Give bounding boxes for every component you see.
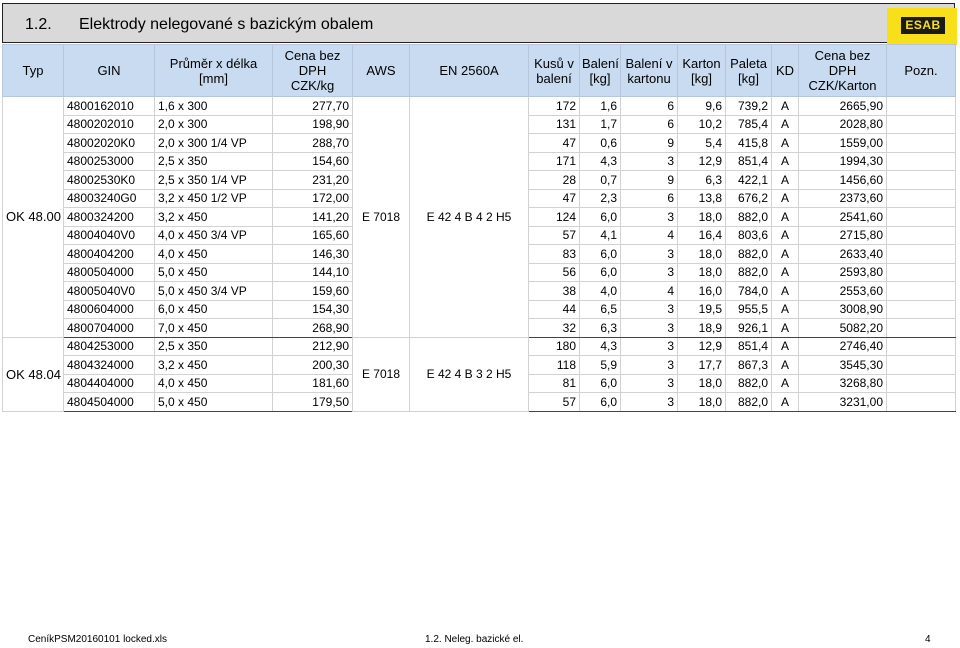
header-row bbox=[3, 45, 956, 97]
col-gin: GIN bbox=[64, 45, 155, 97]
en-cell: E 42 4 B 4 2 H5 bbox=[410, 97, 529, 338]
pcs-cell: 172 bbox=[529, 97, 580, 116]
pallet-cell: 784,0 bbox=[726, 282, 772, 301]
pack-cell: 4,3 bbox=[580, 337, 621, 356]
size-cell: 2,5 x 350 bbox=[155, 152, 273, 171]
col-price: Cena bez DPH CZK/kg bbox=[273, 45, 353, 97]
size-cell: 3,2 x 450 1/2 VP bbox=[155, 189, 273, 208]
kd-cell: A bbox=[772, 319, 799, 338]
col-aws: AWS bbox=[353, 45, 410, 97]
note-cell bbox=[887, 393, 956, 412]
carton-cell: 18,0 bbox=[678, 374, 726, 393]
note-cell bbox=[887, 263, 956, 282]
pack-cell: 6,0 bbox=[580, 263, 621, 282]
footer-sheet: 1.2. Neleg. bazické el. bbox=[425, 634, 524, 645]
footer-page: 4 bbox=[925, 634, 931, 645]
carton-cell: 10,2 bbox=[678, 115, 726, 134]
pack-cell: 0,7 bbox=[580, 171, 621, 190]
price-cell: 154,60 bbox=[273, 152, 353, 171]
carton-price-cell: 2373,60 bbox=[799, 189, 887, 208]
carton-cell: 19,5 bbox=[678, 300, 726, 319]
price-cell: 198,90 bbox=[273, 115, 353, 134]
gin-cell: 4800202010 bbox=[64, 115, 155, 134]
pallet-cell: 926,1 bbox=[726, 319, 772, 338]
pcs-cell: 44 bbox=[529, 300, 580, 319]
ppc-cell: 6 bbox=[621, 115, 678, 134]
kd-cell: A bbox=[772, 226, 799, 245]
gin-cell: 4804504000 bbox=[64, 393, 155, 412]
carton-price-cell: 3545,30 bbox=[799, 356, 887, 375]
carton-cell: 16,4 bbox=[678, 226, 726, 245]
carton-price-cell: 3008,90 bbox=[799, 300, 887, 319]
pack-cell: 6,3 bbox=[580, 319, 621, 338]
carton-price-cell: 3231,00 bbox=[799, 393, 887, 412]
gin-cell: 4800162010 bbox=[64, 97, 155, 116]
pallet-cell: 882,0 bbox=[726, 374, 772, 393]
note-cell bbox=[887, 374, 956, 393]
carton-price-cell: 2541,60 bbox=[799, 208, 887, 227]
pcs-cell: 47 bbox=[529, 189, 580, 208]
pack-cell: 0,6 bbox=[580, 134, 621, 153]
price-cell: 179,50 bbox=[273, 393, 353, 412]
size-cell: 5,0 x 450 bbox=[155, 393, 273, 412]
ppc-cell: 3 bbox=[621, 300, 678, 319]
pack-cell: 4,0 bbox=[580, 282, 621, 301]
pack-cell: 1,6 bbox=[580, 97, 621, 116]
col-kd: KD bbox=[772, 45, 799, 97]
carton-cell: 13,8 bbox=[678, 189, 726, 208]
ppc-cell: 3 bbox=[621, 356, 678, 375]
ppc-cell: 3 bbox=[621, 374, 678, 393]
aws-cell: E 7018 bbox=[353, 337, 410, 411]
pallet-cell: 867,3 bbox=[726, 356, 772, 375]
carton-cell: 16,0 bbox=[678, 282, 726, 301]
note-cell bbox=[887, 134, 956, 153]
en-cell: E 42 4 B 3 2 H5 bbox=[410, 337, 529, 411]
price-table bbox=[2, 44, 956, 412]
carton-price-cell: 2553,60 bbox=[799, 282, 887, 301]
note-cell bbox=[887, 208, 956, 227]
pcs-cell: 81 bbox=[529, 374, 580, 393]
aws-cell: E 7018 bbox=[353, 97, 410, 338]
table-body bbox=[3, 97, 956, 412]
pcs-cell: 28 bbox=[529, 171, 580, 190]
size-cell: 5,0 x 450 bbox=[155, 263, 273, 282]
ppc-cell: 3 bbox=[621, 208, 678, 227]
note-cell bbox=[887, 356, 956, 375]
carton-cell: 17,7 bbox=[678, 356, 726, 375]
pack-cell: 1,7 bbox=[580, 115, 621, 134]
footer-file: CeníkPSM20160101 locked.xls bbox=[28, 634, 167, 645]
carton-cell: 18,0 bbox=[678, 263, 726, 282]
gin-cell: 4800504000 bbox=[64, 263, 155, 282]
size-cell: 2,0 x 300 bbox=[155, 115, 273, 134]
pcs-cell: 38 bbox=[529, 282, 580, 301]
pack-cell: 6,0 bbox=[580, 374, 621, 393]
size-cell: 3,2 x 450 bbox=[155, 356, 273, 375]
size-cell: 4,0 x 450 bbox=[155, 374, 273, 393]
pcs-cell: 57 bbox=[529, 226, 580, 245]
kd-cell: A bbox=[772, 337, 799, 356]
type-cell: OK 48.04 bbox=[3, 337, 64, 411]
pcs-cell: 56 bbox=[529, 263, 580, 282]
carton-price-cell: 1994,30 bbox=[799, 152, 887, 171]
pack-cell: 6,0 bbox=[580, 393, 621, 412]
col-pack: Balení [kg] bbox=[580, 45, 621, 97]
ppc-cell: 3 bbox=[621, 152, 678, 171]
note-cell bbox=[887, 300, 956, 319]
section-number: 1.2. bbox=[25, 16, 52, 33]
note-cell bbox=[887, 319, 956, 338]
size-cell: 5,0 x 450 3/4 VP bbox=[155, 282, 273, 301]
size-cell: 6,0 x 450 bbox=[155, 300, 273, 319]
size-cell: 2,5 x 350 1/4 VP bbox=[155, 171, 273, 190]
note-cell bbox=[887, 226, 956, 245]
pack-cell: 6,5 bbox=[580, 300, 621, 319]
carton-cell: 5,4 bbox=[678, 134, 726, 153]
col-pcs: Kusů v balení bbox=[529, 45, 580, 97]
gin-cell: 48005040V0 bbox=[64, 282, 155, 301]
carton-cell: 9,6 bbox=[678, 97, 726, 116]
carton-price-cell: 5082,20 bbox=[799, 319, 887, 338]
section-title: Elektrody nelegované s bazickým obalem bbox=[79, 16, 374, 33]
note-cell bbox=[887, 97, 956, 116]
carton-price-cell: 1559,00 bbox=[799, 134, 887, 153]
esab-logo-text: ESAB bbox=[901, 17, 945, 34]
ppc-cell: 3 bbox=[621, 319, 678, 338]
pallet-cell: 882,0 bbox=[726, 245, 772, 264]
ppc-cell: 3 bbox=[621, 393, 678, 412]
gin-cell: 4800704000 bbox=[64, 319, 155, 338]
gin-cell: 4804324000 bbox=[64, 356, 155, 375]
size-cell: 1,6 x 300 bbox=[155, 97, 273, 116]
carton-price-cell: 2665,90 bbox=[799, 97, 887, 116]
col-carton-price: Cena bez DPH CZK/Karton bbox=[799, 45, 887, 97]
col-pallet: Paleta [kg] bbox=[726, 45, 772, 97]
price-cell: 165,60 bbox=[273, 226, 353, 245]
pallet-cell: 415,8 bbox=[726, 134, 772, 153]
price-cell: 288,70 bbox=[273, 134, 353, 153]
pcs-cell: 83 bbox=[529, 245, 580, 264]
kd-cell: A bbox=[772, 134, 799, 153]
pallet-cell: 882,0 bbox=[726, 208, 772, 227]
price-cell: 159,60 bbox=[273, 282, 353, 301]
ppc-cell: 3 bbox=[621, 263, 678, 282]
carton-price-cell: 2593,80 bbox=[799, 263, 887, 282]
price-cell: 277,70 bbox=[273, 97, 353, 116]
ppc-cell: 9 bbox=[621, 134, 678, 153]
size-cell: 7,0 x 450 bbox=[155, 319, 273, 338]
pallet-cell: 803,6 bbox=[726, 226, 772, 245]
size-cell: 2,0 x 300 1/4 VP bbox=[155, 134, 273, 153]
kd-cell: A bbox=[772, 356, 799, 375]
size-cell: 4,0 x 450 3/4 VP bbox=[155, 226, 273, 245]
carton-price-cell: 2633,40 bbox=[799, 245, 887, 264]
table-row bbox=[3, 97, 956, 116]
pallet-cell: 739,2 bbox=[726, 97, 772, 116]
kd-cell: A bbox=[772, 97, 799, 116]
carton-price-cell: 2028,80 bbox=[799, 115, 887, 134]
pcs-cell: 180 bbox=[529, 337, 580, 356]
kd-cell: A bbox=[772, 393, 799, 412]
kd-cell: A bbox=[772, 208, 799, 227]
price-cell: 154,30 bbox=[273, 300, 353, 319]
pack-cell: 6,0 bbox=[580, 208, 621, 227]
pcs-cell: 47 bbox=[529, 134, 580, 153]
note-cell bbox=[887, 245, 956, 264]
carton-cell: 12,9 bbox=[678, 337, 726, 356]
col-carton: Karton [kg] bbox=[678, 45, 726, 97]
price-cell: 172,00 bbox=[273, 189, 353, 208]
carton-cell: 18,0 bbox=[678, 208, 726, 227]
price-cell: 146,30 bbox=[273, 245, 353, 264]
ppc-cell: 3 bbox=[621, 337, 678, 356]
pcs-cell: 118 bbox=[529, 356, 580, 375]
note-cell bbox=[887, 152, 956, 171]
col-en: EN 2560A bbox=[410, 45, 529, 97]
ppc-cell: 3 bbox=[621, 245, 678, 264]
carton-cell: 18,0 bbox=[678, 245, 726, 264]
note-cell bbox=[887, 337, 956, 356]
col-packs-per-carton: Balení v kartonu bbox=[621, 45, 678, 97]
price-cell: 231,20 bbox=[273, 171, 353, 190]
note-cell bbox=[887, 115, 956, 134]
section-title-bar bbox=[2, 3, 955, 43]
pallet-cell: 422,1 bbox=[726, 171, 772, 190]
kd-cell: A bbox=[772, 171, 799, 190]
price-cell: 181,60 bbox=[273, 374, 353, 393]
gin-cell: 4800404200 bbox=[64, 245, 155, 264]
ppc-cell: 6 bbox=[621, 97, 678, 116]
table-row bbox=[3, 337, 956, 356]
price-cell: 141,20 bbox=[273, 208, 353, 227]
kd-cell: A bbox=[772, 374, 799, 393]
carton-cell: 18,9 bbox=[678, 319, 726, 338]
pallet-cell: 955,5 bbox=[726, 300, 772, 319]
gin-cell: 4804253000 bbox=[64, 337, 155, 356]
pallet-cell: 785,4 bbox=[726, 115, 772, 134]
price-cell: 212,90 bbox=[273, 337, 353, 356]
price-cell: 144,10 bbox=[273, 263, 353, 282]
carton-cell: 18,0 bbox=[678, 393, 726, 412]
pcs-cell: 171 bbox=[529, 152, 580, 171]
pack-cell: 2,3 bbox=[580, 189, 621, 208]
gin-cell: 48004040V0 bbox=[64, 226, 155, 245]
size-cell: 4,0 x 450 bbox=[155, 245, 273, 264]
pack-cell: 4,3 bbox=[580, 152, 621, 171]
pack-cell: 4,1 bbox=[580, 226, 621, 245]
ppc-cell: 4 bbox=[621, 282, 678, 301]
type-cell: OK 48.00 bbox=[3, 97, 64, 338]
pcs-cell: 131 bbox=[529, 115, 580, 134]
carton-price-cell: 1456,60 bbox=[799, 171, 887, 190]
gin-cell: 4800604000 bbox=[64, 300, 155, 319]
gin-cell: 48002530K0 bbox=[64, 171, 155, 190]
size-cell: 2,5 x 350 bbox=[155, 337, 273, 356]
price-cell: 200,30 bbox=[273, 356, 353, 375]
gin-cell: 48002020K0 bbox=[64, 134, 155, 153]
pack-cell: 6,0 bbox=[580, 245, 621, 264]
pallet-cell: 851,4 bbox=[726, 337, 772, 356]
gin-cell: 4800253000 bbox=[64, 152, 155, 171]
ppc-cell: 9 bbox=[621, 171, 678, 190]
pallet-cell: 882,0 bbox=[726, 263, 772, 282]
carton-cell: 6,3 bbox=[678, 171, 726, 190]
kd-cell: A bbox=[772, 263, 799, 282]
size-cell: 3,2 x 450 bbox=[155, 208, 273, 227]
carton-price-cell: 2715,80 bbox=[799, 226, 887, 245]
ppc-cell: 6 bbox=[621, 189, 678, 208]
note-cell bbox=[887, 282, 956, 301]
pcs-cell: 32 bbox=[529, 319, 580, 338]
kd-cell: A bbox=[772, 300, 799, 319]
col-note: Pozn. bbox=[887, 45, 956, 97]
pallet-cell: 676,2 bbox=[726, 189, 772, 208]
carton-price-cell: 2746,40 bbox=[799, 337, 887, 356]
pallet-cell: 851,4 bbox=[726, 152, 772, 171]
gin-cell: 4804404000 bbox=[64, 374, 155, 393]
pcs-cell: 124 bbox=[529, 208, 580, 227]
pallet-cell: 882,0 bbox=[726, 393, 772, 412]
kd-cell: A bbox=[772, 245, 799, 264]
price-cell: 268,90 bbox=[273, 319, 353, 338]
kd-cell: A bbox=[772, 282, 799, 301]
kd-cell: A bbox=[772, 152, 799, 171]
col-size: Průměr x délka [mm] bbox=[155, 45, 273, 97]
gin-cell: 4800324200 bbox=[64, 208, 155, 227]
kd-cell: A bbox=[772, 189, 799, 208]
carton-cell: 12,9 bbox=[678, 152, 726, 171]
note-cell bbox=[887, 189, 956, 208]
kd-cell: A bbox=[772, 115, 799, 134]
pack-cell: 5,9 bbox=[580, 356, 621, 375]
note-cell bbox=[887, 171, 956, 190]
carton-price-cell: 3268,80 bbox=[799, 374, 887, 393]
col-typ: Typ bbox=[3, 45, 64, 97]
esab-logo bbox=[887, 8, 957, 45]
pcs-cell: 57 bbox=[529, 393, 580, 412]
gin-cell: 48003240G0 bbox=[64, 189, 155, 208]
ppc-cell: 4 bbox=[621, 226, 678, 245]
